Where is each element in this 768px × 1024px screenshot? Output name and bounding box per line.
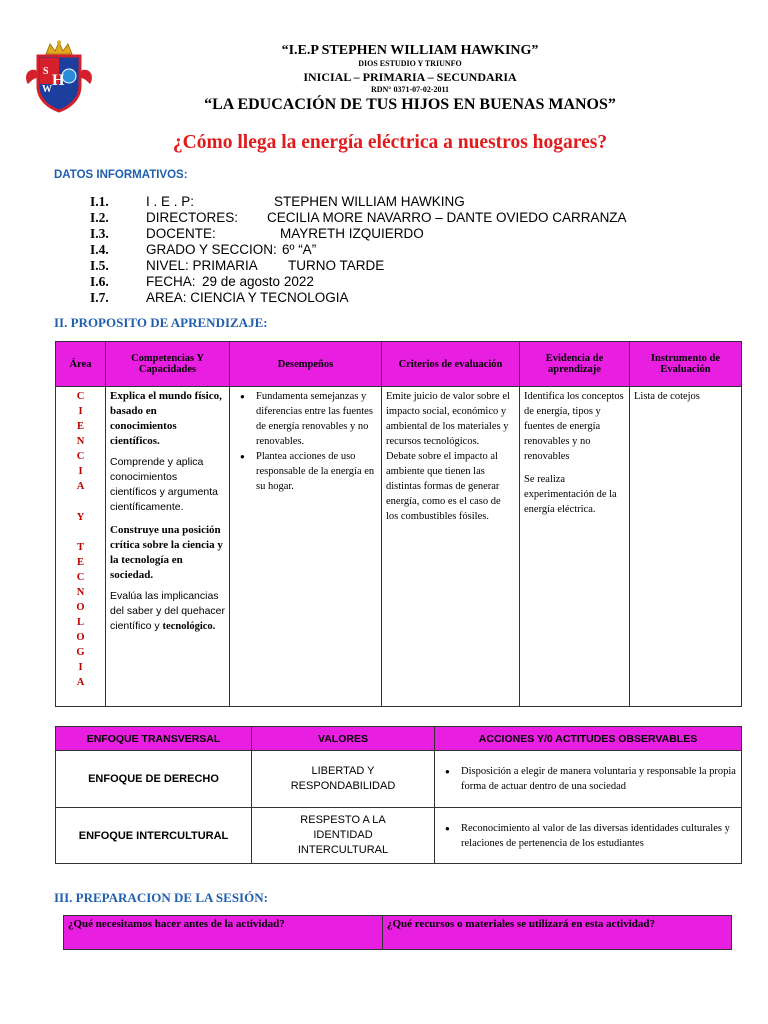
area-letter: O xyxy=(76,602,85,614)
info-label: I . E . P: xyxy=(146,194,195,209)
area-letter: C xyxy=(76,451,85,462)
info-num: I.6. xyxy=(90,274,109,289)
area-letter: T xyxy=(76,542,84,554)
preparacion-question-1: ¿Qué necesitamos hacer antes de la actividad? xyxy=(64,916,383,950)
area-letter: A xyxy=(76,677,85,689)
area-vertical-label xyxy=(56,387,106,707)
col-header-enfoque: ENFOQUE TRANSVERSAL xyxy=(56,727,252,751)
enfoque-valores: LIBERTAD Y RESPONDABILIDAD xyxy=(252,751,435,808)
school-logo xyxy=(22,40,96,114)
col-header-acciones: ACCIONES Y/0 ACTITUDES OBSERVABLES xyxy=(435,727,742,751)
col-header-evidencia: Evidencia de aprendizaje xyxy=(520,342,630,387)
enfoque-accion: ● Reconocimiento al valor de las diversas identidades culturales y relaciones de pertenencia de los estudiantes xyxy=(439,821,737,851)
datos-heading: DATOS INFORMATIVOS: xyxy=(54,169,188,181)
area-letter: L xyxy=(76,617,84,629)
evidencia-cell xyxy=(520,387,630,707)
info-num: I.2. xyxy=(90,210,109,225)
info-num: I.3. xyxy=(90,226,109,241)
preparacion-heading: III. PREPARACION DE LA SESIÓN: xyxy=(54,890,268,905)
enfoque-name: ENFOQUE INTERCULTURAL xyxy=(56,808,252,864)
criterio-2: Debate sobre el impacto al ambiente que tienen las distintas formas de generar energía, como es el caso de los combustibles fósiles. xyxy=(386,451,501,522)
area-letter: C xyxy=(76,572,85,584)
enfoque-valores: RESPESTO A LA IDENTIDAD INTERCULTURAL xyxy=(252,808,435,864)
enfoque-acciones-cell xyxy=(435,808,742,864)
school-slogan: “LA EDUCACIÓN DE TUS HIJOS EN BUENAS MANOS” xyxy=(204,96,616,113)
area-letter: A xyxy=(76,481,85,492)
area-letter: I xyxy=(78,406,83,417)
col-header-competencias: Competencias Y Capacidades xyxy=(106,342,230,387)
competencia-1-title: Explica el mundo físico, basado en conocimientos científicos. xyxy=(110,390,222,447)
preparacion-question-2: ¿Qué recursos o materiales se utilizará en esta actividad? xyxy=(383,916,732,950)
school-rdn: RDN° 0371-07-02-2011 xyxy=(370,85,450,94)
evidencia-1: Identifica los conceptos de energía, tipos y fuentes de energía renovables y no renovables xyxy=(524,391,624,462)
info-value: 6º “A” xyxy=(282,242,317,257)
competencia-2-text-a: Evalúa las implicancias del saber y del quehacer científico y xyxy=(110,590,225,632)
info-value: CECILIA MORE NAVARRO – DANTE OVIEDO CARRANZA xyxy=(267,210,627,225)
instrumento-cell: Lista de cotejos xyxy=(630,387,742,707)
enfoque-acciones-cell xyxy=(435,751,742,808)
logo-letter-h: H xyxy=(52,72,65,89)
col-header-desempenos: Desempeños xyxy=(230,342,382,387)
logo-letter-w: W xyxy=(42,84,52,95)
col-header-valores: VALORES xyxy=(252,727,435,751)
school-levels: INICIAL – PRIMARIA – SECUNDARIA xyxy=(303,70,517,84)
area-letter: I xyxy=(78,466,83,477)
info-value: 29 de agosto 2022 xyxy=(202,274,314,289)
area-letter: I xyxy=(78,662,83,674)
col-header-criterios: Criterios de evaluación xyxy=(382,342,520,387)
area-letter: G xyxy=(76,647,85,659)
logo-letter-s: S xyxy=(43,66,49,77)
info-label: AREA: CIENCIA Y TECNOLOGIA xyxy=(146,290,349,305)
info-value: MAYRETH IZQUIERDO xyxy=(280,226,424,241)
info-label: GRADO Y SECCION: xyxy=(146,242,277,257)
info-label: DIRECTORES: xyxy=(146,210,239,225)
enfoque-accion: ● Disposición a elegir de manera voluntaria y responsable la propia forma de actuar dentro de una sociedad xyxy=(439,764,737,794)
col-header-area: Área xyxy=(56,342,106,387)
desempeno-item: ● Fundamenta semejanzas y diferencias entre las fuentes de energía renovables y no renovables. xyxy=(234,389,377,449)
competencias-cell xyxy=(106,387,230,707)
desempenos-cell xyxy=(230,387,382,707)
info-num: I.5. xyxy=(90,258,109,273)
info-label: NIVEL: PRIMARIA xyxy=(146,258,258,273)
info-num: I.7. xyxy=(90,290,109,305)
session-title: ¿Cómo llega la energía eléctrica a nuestros hogares? xyxy=(172,132,608,153)
enfoque-name: ENFOQUE DE DERECHO xyxy=(56,751,252,808)
school-name: “I.E.P STEPHEN WILLIAM HAWKING” xyxy=(281,43,539,58)
area-spacer xyxy=(56,525,105,541)
desempeno-item: ● Plantea acciones de uso responsable de la energía en su hogar. xyxy=(234,449,377,494)
criterio-1: Emite juicio de valor sobre el impacto social, económico y ambiental de los materiales y recursos tecnológicos. xyxy=(386,391,510,447)
competencia-2-title: Construye una posición crítica sobre la ciencia y la tecnología en sociedad. xyxy=(110,524,223,581)
area-letter: E xyxy=(76,421,84,432)
enfoques-table xyxy=(55,726,742,864)
info-label: DOCENTE: xyxy=(146,226,216,241)
criterios-cell xyxy=(382,387,520,707)
col-header-instrumento: Instrumento de Evaluación xyxy=(630,342,742,387)
info-value: TURNO TARDE xyxy=(288,258,385,273)
proposito-heading: II. PROPOSITO DE APRENDIZAJE: xyxy=(54,315,268,330)
proposito-table xyxy=(55,341,742,707)
evidencia-2: Se realiza experimentación de la energía eléctrica. xyxy=(524,474,617,515)
competencia-2-text xyxy=(110,589,225,634)
info-value: STEPHEN WILLIAM HAWKING xyxy=(274,194,465,209)
preparacion-table xyxy=(63,915,732,950)
competencia-2-text-b: tecnológico. xyxy=(162,621,216,632)
info-num: I.4. xyxy=(90,242,109,257)
area-letter: E xyxy=(76,557,84,569)
area-spacer xyxy=(56,494,105,510)
info-label: FECHA: xyxy=(146,274,196,289)
info-num: I.1. xyxy=(90,194,109,209)
area-letter: Y xyxy=(76,511,85,523)
area-letter: N xyxy=(76,587,85,599)
area-letter: C xyxy=(76,391,85,402)
area-letter: N xyxy=(76,436,85,447)
school-motto: DIOS ESTUDIO Y TRIUNFO xyxy=(358,59,462,68)
competencia-1-text: Comprende y aplica conocimientos científicos y argumenta científicamente. xyxy=(110,456,218,513)
area-letter: O xyxy=(76,632,85,644)
